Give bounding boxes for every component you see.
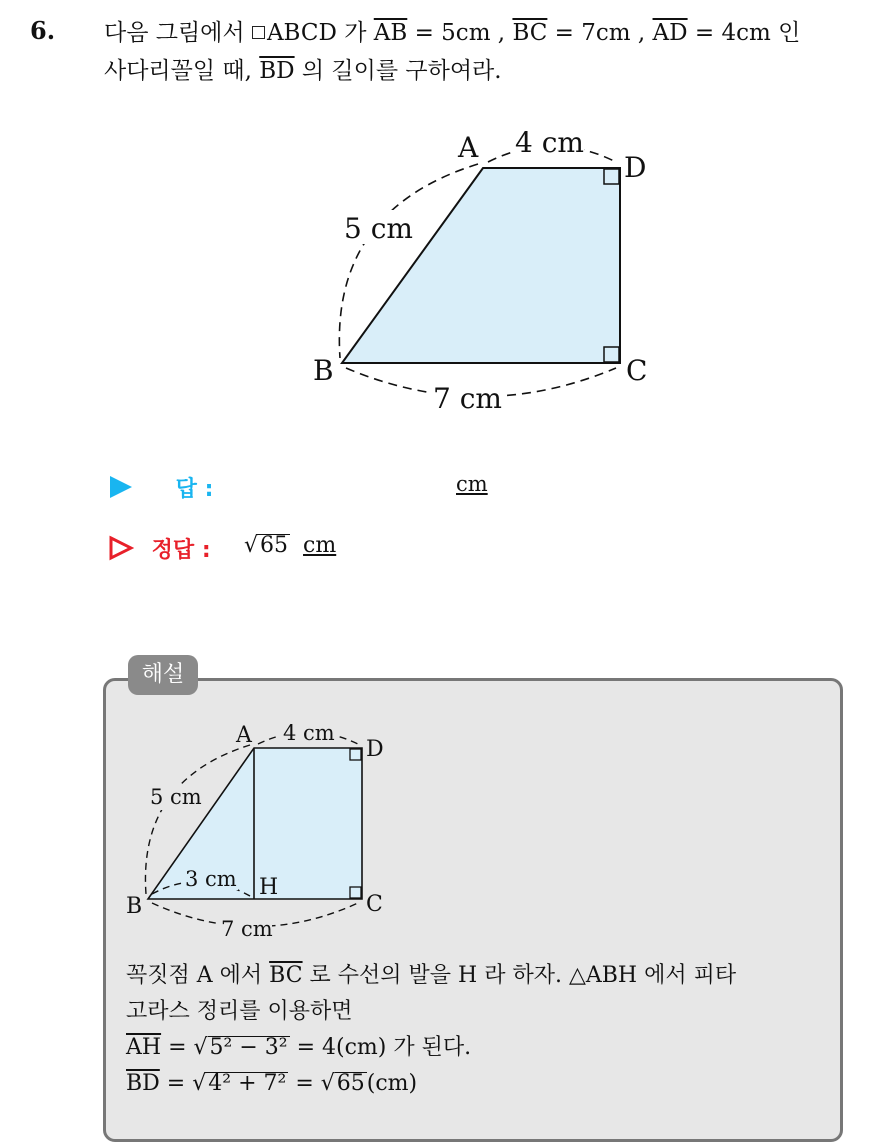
correct-radicand: 65 — [260, 533, 289, 558]
eq-ad: = 4cm 인 — [687, 20, 801, 46]
correct-answer-label: 정답 : — [151, 538, 211, 563]
vertex-label-a: A — [458, 131, 479, 164]
length-label-ad: 4 cm — [515, 126, 584, 159]
solution-line3-post: = 4(cm) 가 된다. — [289, 1035, 472, 1060]
solution-line1-pre: 꼭짓점 A 에서 — [126, 963, 270, 988]
solution-vertex-d: D — [366, 737, 384, 762]
solution-line-2: 고라스 정리를 이용하면 — [126, 999, 353, 1024]
solution-line4-mid: = — [288, 1071, 321, 1096]
solution-line4-eq: = — [159, 1071, 193, 1096]
solution-vertex-b: B — [126, 894, 143, 919]
solution-line4-seg: $\overline{BD}$ — [126, 1071, 160, 1096]
segment-bc: $\overline{BC}$ — [512, 20, 548, 46]
solution-line3-eq: = — [161, 1035, 194, 1060]
answer-unit: cm — [456, 472, 488, 496]
question-line1-ga: 가 — [336, 20, 374, 46]
solution-line4-radicand2: 65 — [336, 1071, 365, 1096]
solution-line4-post: (cm) — [366, 1071, 418, 1096]
solution-line-4 — [126, 1066, 836, 1102]
solution-length-bc: 7 cm — [221, 917, 273, 941]
solution-line-3 — [126, 1030, 836, 1066]
solution-trapezoid-shape — [148, 748, 362, 899]
length-label-bc: 7 cm — [433, 382, 502, 415]
solution-line4-sqrt-icon: √ — [192, 1071, 207, 1096]
solution-tag: 해설 — [128, 655, 198, 695]
segment-ab: $\overline{AB}$ — [373, 20, 408, 46]
solution-line-1 — [126, 958, 836, 994]
segment-bd: $\overline{BD}$ — [259, 58, 295, 84]
solution-line3-radicand: 5² − 3² — [209, 1035, 288, 1060]
solution-vertex-a: A — [236, 723, 252, 748]
vertex-label-c: C — [626, 354, 648, 387]
question-line2-pre: 사다리꼴일 때, — [104, 58, 260, 84]
solution-vertex-c: C — [366, 892, 383, 917]
solution-length-bh: 3 cm — [185, 867, 237, 891]
solution-line1-post: 로 수선의 발을 H 라 하자. △ABH 에서 피타 — [302, 963, 737, 988]
solution-length-ab: 5 cm — [150, 785, 202, 809]
correct-unit: cm — [303, 533, 337, 558]
question-number: 6. — [30, 16, 56, 45]
eq-ab: = 5cm , — [407, 20, 513, 46]
solution-length-ad: 4 cm — [283, 721, 335, 745]
solution-text — [126, 958, 836, 1102]
solution-line4-radicand: 4² + 7² — [208, 1071, 287, 1096]
question-line1-pre: 다음 그림에서 — [104, 20, 252, 46]
solution-line3-seg: $\overline{AH}$ — [126, 1035, 162, 1060]
sqrt-sign-icon: √ — [244, 533, 259, 558]
question-line2-post: 의 길이를 구하여라. — [294, 58, 502, 84]
solution-line3-sqrt-icon: √ — [193, 1035, 208, 1060]
solution-line1-seg: $\overline{BC}$ — [269, 963, 303, 988]
answer-label: 답 : — [175, 477, 214, 502]
eq-bc: = 7cm , — [547, 20, 653, 46]
vertex-label-d: D — [624, 151, 647, 184]
vertex-label-b: B — [313, 354, 334, 387]
solution-line4-sqrt2-icon: √ — [320, 1071, 335, 1096]
length-label-ab: 5 cm — [344, 212, 413, 245]
shape-name: ABCD — [266, 20, 337, 46]
solution-vertex-h: H — [259, 875, 279, 900]
segment-ad: $\overline{AD}$ — [652, 20, 688, 46]
